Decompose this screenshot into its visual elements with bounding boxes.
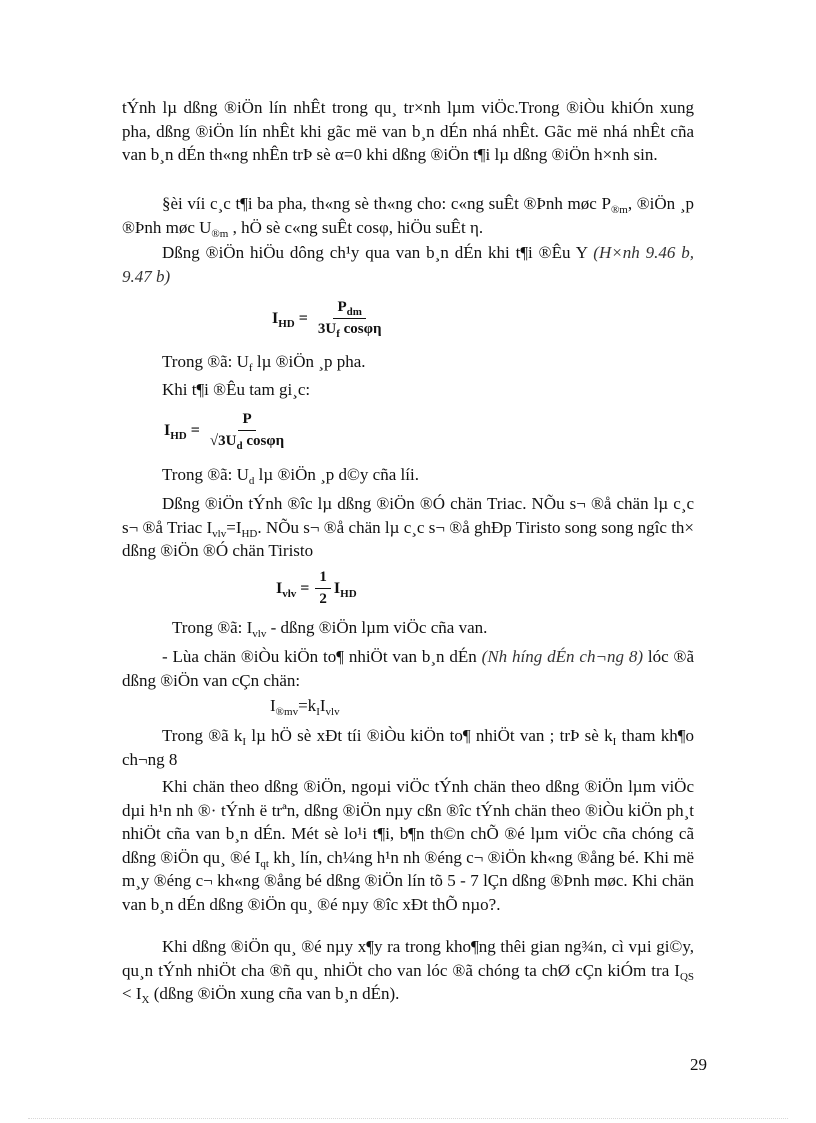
paragraph-3: Dßng ®iÖn hiÖu dông ch¹y qua van b¸n dÉn khi t¶i ®Êu Y (H×nh 9.46 b, 9.47 b) (122, 243, 694, 286)
paragraph-11: Trong ®ã $k_I$ lµ hÖ sè xÐt tíi ®iÒu kiÖn to¶ nhiÖt van ; trÞ sè $k_I$ tham kh¶o ch¬ng 8 (122, 726, 694, 769)
equation-ivlv: $I_{vlv}$ = $\frac{1}{2}$ $I_{HD}$ (276, 569, 357, 607)
paragraph-12: Khi chän theo dßng ®iÖn, ngoµi viÖc tÝnh chän theo dßng ®iÖn lµm viÖc dµi h¹n nh ®· tÝnh ë trªn, dßng ®iÖn nµy cßn ®îc tÝnh chän theo ®iÒu kiÖn ph¸t nhiÖt cña van b¸n dÉn. Mét sè lo¹i t¶i, b¶n th©n chÕ ®é lµm viÖc cña chóng cã dßng ®iÖn qu¸ ®é $I_{qt}$ kh¸ lín, ch¼ng h¹n nh ®éng c¬ ®iÖn kh«ng ®ång bé. Khi më m¸y ®éng c¬ kh«ng ®ång bé dßng ®iÖn lín tõ 5 - 7 lÇn dßng ®Þnh møc. Khi chän van b¸n dÉn dßng ®iÖn qu¸ ®é nµy ®îc xÐt thÕ nµo?. (122, 777, 694, 914)
equation-ihd-star: $I_{HD}$ = $\frac{P_{dm}}{3U_f \cos\varphi\eta}$ (272, 299, 382, 340)
paragraph-1: tÝnh lµ dßng ®iÖn lín nhÊt trong qu¸ tr×nh lµm viÖc.Trong ®iÒu khiÓn xung pha, dßng ®iÖn lín nhÊt khi gãc më van b¸n dÉn nhá nhÊt. Gãc më nhá nhÊt cña van b¸n dÉn th«ng nhÊn trÞ sè α=0 khi dßng ®iÖn t¶i lµ dßng ®iÖn h×nh sin. (122, 98, 694, 164)
paragraph-7: Dßng ®iÖn tÝnh ®îc lµ dßng ®iÖn ®Ó chän Triac. NÕu s¬ ®å chän lµ c¸c s¬ ®å Triac $I_{vlv}=I_{HD}$. NÕu s¬ ®å chän lµ c¸c s¬ ®å ghÐp Tiristo song song ngîc th× dßng ®iÖn ®Ó chän Tiristo (122, 494, 694, 560)
paragraph-10: $I_{®mv}=k_II_{vlv}$ (270, 696, 340, 718)
paragraph-8: Trong ®ã: $I_{vlv}$ - dßng ®iÖn lµm viÖc cña van. (172, 618, 488, 640)
paragraph-13: Khi dßng ®iÖn qu¸ ®é nµy x¶y ra trong kho¶ng thêi gian ng¾n, cì vµi gi©y, qu¸n tÝnh nhiÖt cha ®ñ qu¸ nhiÖt cho van lóc ®ã chóng ta chØ cÇn kiÓm tra $I_{QS} < I_X$ (dßng ®iÖn xung cña van b¸n dÉn). (122, 937, 694, 1006)
footer-divider (28, 1118, 788, 1120)
paragraph-4: Trong ®ã: $U_f$ lµ ®iÖn ¸p pha. (162, 352, 366, 374)
paragraph-2: §èi víi c¸c t¶i ba pha, th«ng sè th«ng cho: c«ng suÊt ®Þnh møc $P_{®m}$, ®iÖn ¸p ®Þnh møc $U_{®m}$ , hÖ sè c«ng suÊt cosφ, hiÖu suÊt η. (122, 194, 695, 240)
equation-ihd-delta: $I_{HD}$ = $\frac{P}{√3U_d \cos\varphi\eta}$ (164, 411, 285, 452)
page-number: 29 (690, 1055, 707, 1074)
paragraph-5: Khi t¶i ®Êu tam gi¸c: (162, 380, 311, 399)
paragraph-6: Trong ®ã: $U_d$ lµ ®iÖn ¸p d©y cña líi. (162, 465, 419, 487)
paragraph-9: - Lùa chän ®iÒu kiÖn to¶ nhiÖt van b¸n dÉn (Nh híng dÉn ch¬ng 8) lóc ®ã dßng ®iÖn van cÇn chän: (122, 647, 694, 690)
